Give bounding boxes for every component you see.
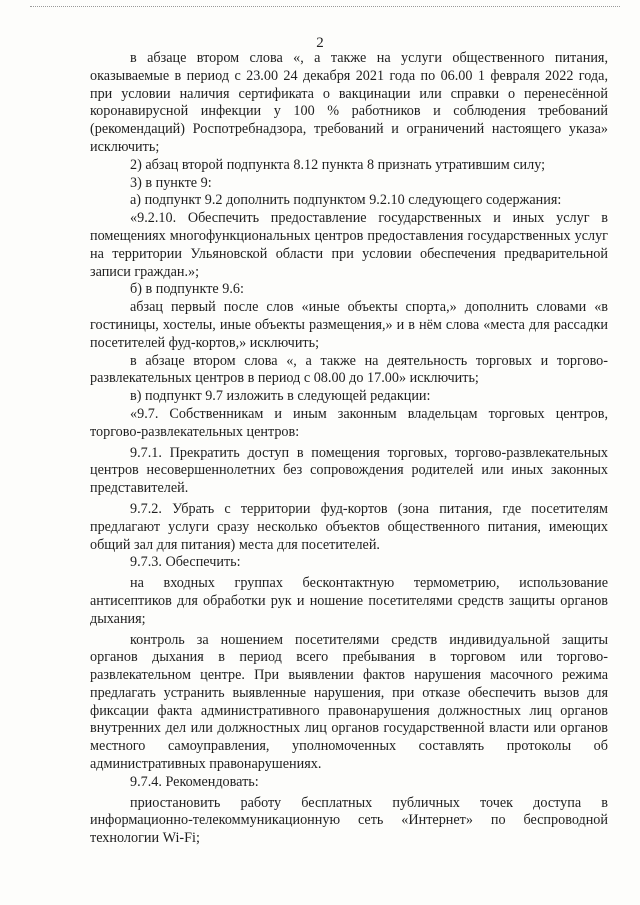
paragraph-item-3: 3) в пункте 9: bbox=[130, 174, 212, 191]
paragraph-9-7-4-wifi: приостановить работу бесплатных публичных точек доступа в информационно-телекоммуникационную сеть «Интернет» по беспроводной технологии Wi-Fi; bbox=[90, 794, 608, 847]
paragraph-9-7-4: 9.7.4. Рекомендовать: bbox=[130, 773, 259, 790]
page-number: 2 bbox=[316, 35, 324, 51]
paragraph-9-6-first: абзац первый после слов «иные объекты спорта,» дополнить словами «в гостиницы, хостелы, иные объекты размещения,» и в нём слова «места для рассадки посетителей фуд-кортов,» исключить; bbox=[90, 299, 608, 351]
scan-artifact-line bbox=[30, 6, 620, 10]
document-body bbox=[90, 50, 608, 848]
paragraph-9-7-2: 9.7.2. Убрать с территории фуд-кортов (зона питания, где посетителям предлагают услуги сразу несколько объектов общественного питания, имеющих общий зал для питания) места для посетителей. bbox=[90, 500, 608, 553]
paragraph-item-3v: в) подпункт 9.7 изложить в следующей редакции: bbox=[130, 388, 431, 405]
paragraph-9-7-3-entrance: на входных группах бесконтактную термометрию, использование антисептиков для обработки рук и ношение посетителями средств защиты органов дыхания; bbox=[90, 575, 608, 627]
paragraph-9-7-1: 9.7.1. Прекратить доступ в помещения торговых, торгово-развлекательных центров несовершеннолетних без сопровождения родителей или иных законных представителей. bbox=[90, 444, 608, 497]
paragraph-9-6-second: в абзаце втором слова «, а также на деятельность торговых и торгово-развлекательных центров в период с 08.00 до 17.00» исключить; bbox=[90, 352, 608, 387]
paragraph-item-3a: а) подпункт 9.2 дополнить подпунктом 9.2.10 следующего содержания: bbox=[130, 192, 562, 209]
paragraph-9-7: «9.7. Собственникам и иным законным владельцам торговых центров, торгово-развлекательных центров: bbox=[90, 405, 608, 440]
paragraph-item-3b: б) в подпункте 9.6: bbox=[130, 281, 244, 298]
paragraph-amend-2-2: в абзаце втором слова «, а также на услуги общественного питания, оказываемые в период с 23.00 24 декабря 2021 года по 06.00 1 февраля 2022 года, при условии наличия сертификата о вакцинации или справки о перенесённой коронавирусной инфекции у 100 % работников и соблюдения требований (рекомендаций) Роспотребнадзора, требований и ограничений настоящего указа» исключить; bbox=[90, 50, 608, 155]
paragraph-item-2: 2) абзац второй подпункта 8.12 пункта 8 признать утратившим силу; bbox=[130, 156, 546, 173]
paragraph-9-7-3-control: контроль за ношением посетителями средств индивидуальной защиты органов дыхания в период всего пребывания в торговом или торгово-развлекательном центре. При выявлении фактов нарушения масочного режима предлагать устранить выявленные нарушения, при отказе обеспечить вызов для фиксации факта административного правонарушения должностных лиц органов внутренних дел или должностных лиц органов государственной власти или органов местного самоуправления, уполномоченных составлять протоколы об административных правонарушениях. bbox=[90, 631, 608, 773]
paragraph-9-7-3: 9.7.3. Обеспечить: bbox=[130, 554, 241, 571]
paragraph-9-2-10: «9.2.10. Обеспечить предоставление государственных и иных услуг в помещениях многофункциональных центров предоставления государственных услуг на территории Ульяновской области при условии обеспечения предварительной записи граждан.»; bbox=[90, 210, 608, 280]
